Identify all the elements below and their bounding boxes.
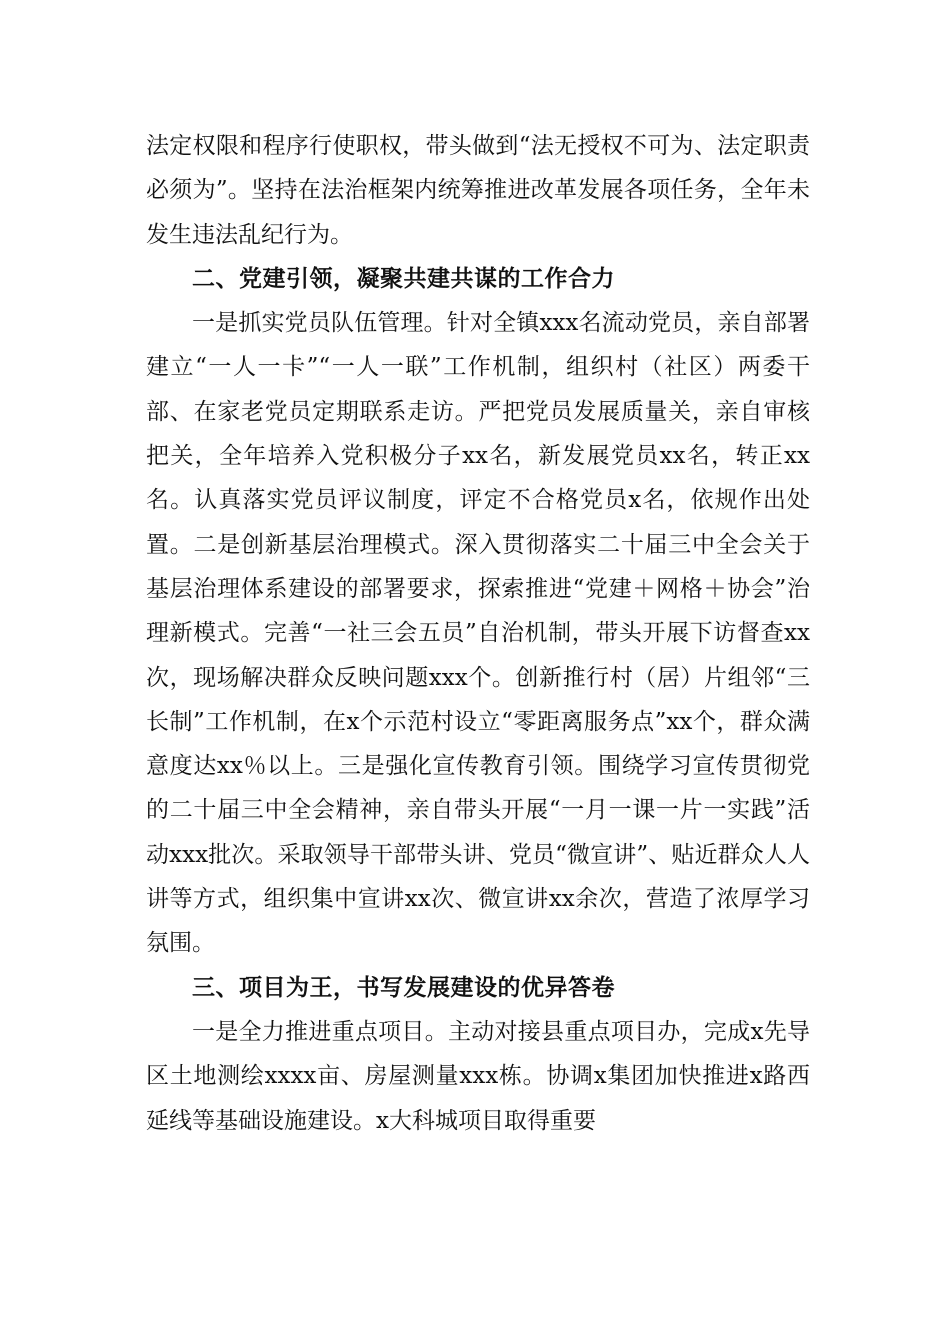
body-paragraph-2: 一是抓实党员队伍管理。针对全镇xxx名流动党员，亲自部署建立“一人一卡”“一人一联”工作机制，组织村（社区）两委干部、在家老党员定期联系走访。严把党员发展质量关，亲自审核把关，全年培养入党积极分子xx名，新发展党员xx名，转正xx名。认真落实党员评议制度，评定不合格党员x名，依规作出处置。二是创新基层治理模式。深入贯彻落实二十届三中全会关于基层治理体系建设的部署要求，探索推进“党建＋网格＋协会”治理新模式。完善“一社三会五员”自治机制，带头开展下访督查xx次，现场解决群众反映问题xxx个。创新推行村（居）片组邻“三长制”工作机制，在x个示范村设立“零距离服务点”xx个，群众满意度达xx％以上。三是强化宣传教育引领。围绕学习宣传贯彻党的二十届三中全会精神，亲自带头开展“一月一课一片一实践”活动xxx批次。采取领导干部带头讲、党员“微宣讲”、贴近群众人人讲等方式，组织集中宣讲xx次、微宣讲xx余次，营造了浓厚学习氛围。 xyxy=(146,310,810,957)
section-heading-2: 二、党建引领，凝聚共建共谋的工作合力 xyxy=(192,265,615,292)
body-paragraph-1: 法定权限和程序行使职权，带头做到“法无授权不可为、法定职责必须为”。坚持在法治框架内统筹推进改革发展各项任务，全年未发生违法乱纪行为。 xyxy=(146,133,810,248)
section-heading-3: 三、项目为王，书写发展建设的优异答卷 xyxy=(192,974,615,1001)
document-page xyxy=(146,124,810,1143)
body-paragraph-3: 一是全力推进重点项目。主动对接县重点项目办，完成x先导区土地测绘xxxx亩、房屋测量xxx栋。协调x集团加快推进x路西延线等基础设施建设。x大科城项目取得重要 xyxy=(146,1018,810,1134)
